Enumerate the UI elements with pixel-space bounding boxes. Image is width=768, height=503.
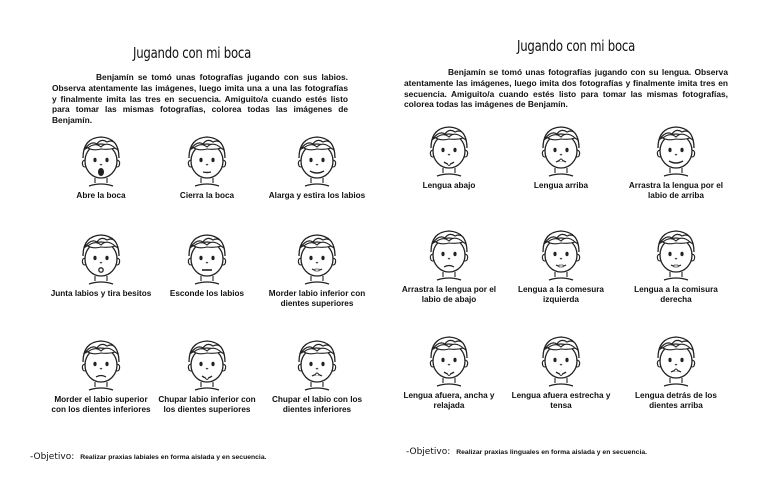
boy-face-drawing — [287, 332, 347, 394]
worksheet-title: Jugando con mi boca — [516, 37, 636, 55]
exercise-caption: Chupar labio inferior con los dientes superiores — [158, 395, 256, 414]
exercise-caption: Lengua afuera estrecha y tensa — [511, 391, 611, 410]
exercise-item — [152, 128, 262, 201]
worksheet-tongue — [384, 0, 768, 503]
exercise-item — [394, 222, 504, 305]
exercise-item — [506, 222, 616, 305]
exercise-caption: Lengua afuera, ancha y relajada — [403, 391, 495, 410]
exercise-caption: Abre la boca — [76, 191, 126, 200]
boy-face-drawing — [419, 222, 479, 284]
boy-face-drawing — [646, 222, 706, 284]
boy-face-drawing — [287, 226, 347, 288]
exercise-item — [506, 118, 616, 191]
exercise-caption: Alarga y estira los labios — [268, 191, 366, 200]
exercise-item — [506, 328, 616, 411]
exercise-caption: Lengua abajo — [422, 181, 476, 190]
boy-face-drawing — [71, 128, 131, 190]
exercise-item — [394, 328, 504, 411]
worksheet-intro: Benjamín se tomó unas fotografías jugando con sus labios. Observa atentamente las imágenes, luego imita una a una las fotografías y finalmente imita las tres en secuencia. Amiguito/a cuando estés listo para tomar las mismas fotografías, colorea todas las imágenes de Benjamín. — [52, 72, 348, 126]
exercise-item — [621, 222, 731, 305]
boy-face-drawing — [177, 128, 237, 190]
exercise-caption: Lengua a la comesura izquierda — [517, 285, 604, 304]
exercise-item — [262, 128, 372, 201]
objective-label: -Objetivo: — [30, 452, 75, 462]
boy-face-drawing — [531, 222, 591, 284]
exercise-caption: Morder el labio superior con los dientes inferiores — [51, 395, 151, 414]
exercise-item — [394, 118, 504, 191]
exercise-item — [152, 226, 262, 299]
boy-face-drawing — [646, 328, 706, 390]
exercise-caption: Lengua arriba — [533, 181, 589, 190]
boy-face-drawing — [71, 332, 131, 394]
boy-face-drawing — [177, 332, 237, 394]
boy-face-drawing — [531, 328, 591, 390]
boy-face-drawing — [646, 118, 706, 180]
exercise-item — [621, 328, 731, 411]
exercise-item — [262, 226, 372, 309]
boy-face-drawing — [287, 128, 347, 190]
exercise-item — [46, 226, 156, 299]
boy-face-drawing — [177, 226, 237, 288]
worksheet-title: Jugando con mi boca — [132, 44, 252, 62]
exercise-caption: Arrastra la lengua por el labio de arriba — [628, 181, 724, 200]
exercise-caption: Arrastra la lengua por el labio de abajo — [401, 285, 497, 304]
objective-label: -Objetivo: — [406, 447, 451, 457]
exercise-caption: Junta labios y tira besitos — [50, 289, 152, 298]
exercise-item — [152, 332, 262, 415]
boy-face-drawing — [419, 328, 479, 390]
exercise-item — [262, 332, 372, 415]
boy-face-drawing — [419, 118, 479, 180]
worksheet-intro: Benjamín se tomó unas fotografías jugando con su lengua. Observa atentamente las imágenes, luego imita dos fotografías y finalmente imita tres en secuencia. Amiguito/a cuando estés listo para tomar las mismas fotografías, colorea todas las imágenes de Benjamín. — [404, 67, 728, 110]
objective-line — [30, 452, 267, 462]
exercise-caption: Lengua detrás de los dientes arriba — [635, 391, 717, 410]
exercise-item — [621, 118, 731, 201]
exercise-caption: Lengua a la comisura derecha — [634, 285, 718, 304]
exercise-caption: Morder labio inferior con dientes superiores — [268, 289, 366, 308]
objective-line — [406, 447, 647, 457]
exercise-caption: Esconde los labios — [169, 289, 245, 298]
boy-face-drawing — [71, 226, 131, 288]
exercise-caption: Cierra la boca — [179, 191, 235, 200]
exercise-caption: Chupar el labio con los dientes inferiores — [271, 395, 363, 414]
boy-face-drawing — [531, 118, 591, 180]
objective-text: Realizar praxias labiales en forma aislada y en secuencia. — [80, 454, 267, 461]
exercise-item — [46, 332, 156, 415]
exercise-item — [46, 128, 156, 201]
objective-text: Realizar praxias linguales en forma aislada y en secuencia. — [456, 449, 648, 456]
